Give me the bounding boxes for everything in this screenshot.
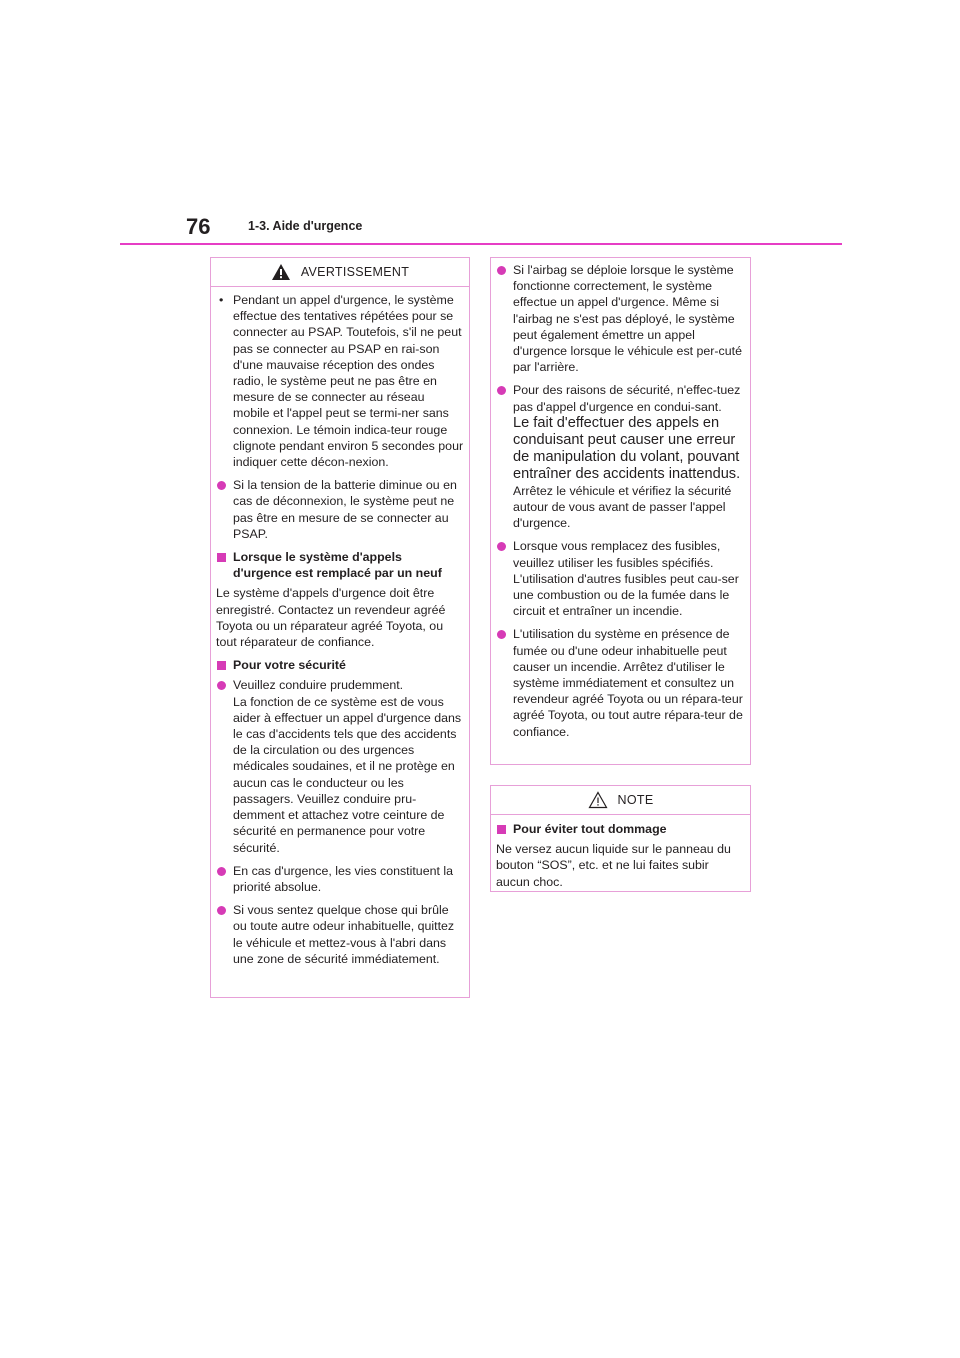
cont-bullet-1: Si l'airbag se déploie lorsque le système fonctionne correctement, le système effectue un appel d'urgence. Même si l'airbag ne s'est pas déployé, le système peut également émettre un appel d'urgence lorsque le véhicule est per-cuté par l'arrière. bbox=[513, 263, 742, 375]
bullet-dot-icon bbox=[497, 630, 506, 639]
warning-bullet-1: Pendant un appel d'urgence, le système effectue des tentatives répétées pour se connecter au PSAP. Toutefois, s'il ne peut pas se connecter au PSAP en rai-son d'une mauvaise réception des ondes radio, le système peut ne pas être en mesure de se connecter au réseau mobile et l'appel peut se termi-ner sans connexion. Le témoin indica-teur rouge clignote pendant environ 5 secondes pour indiquer cette décon-nexion. bbox=[233, 293, 464, 470]
list-item bbox=[216, 902, 464, 967]
list-item bbox=[216, 292, 464, 470]
warning-triangle-icon bbox=[271, 263, 291, 281]
caution-outline-icon bbox=[588, 791, 608, 809]
warning-bullet-5: Si vous sentez quelque chose qui brûle ou toute autre odeur inhabituelle, quittez le véhicule et mettez-vous à l'abri dans une zone de sécurité immédiatement. bbox=[233, 903, 455, 966]
section-title: 1-3. Aide d'urgence bbox=[248, 219, 363, 233]
list-item bbox=[216, 477, 464, 542]
warning-continuation-box bbox=[490, 257, 751, 765]
warning-header bbox=[211, 258, 469, 287]
list-item bbox=[496, 262, 745, 375]
list-item bbox=[496, 626, 745, 739]
cont-bullet-3: Lorsque vous remplacez des fusibles, veuillez utiliser les fusibles spécifiés. L'utilisation d'autres fusibles peut cau-ser une combustion ou de la fumée dans le circuit et entraîner un incendie. bbox=[513, 539, 739, 619]
warning-bullet-2: Si la tension de la batterie diminue ou en cas de déconnexion, le système peut ne pas être en mesure de se connecter au PSAP. bbox=[233, 478, 457, 541]
warning-bullet-4: En cas d'urgence, les vies constituent la priorité absolue. bbox=[233, 863, 454, 894]
list-item bbox=[496, 821, 745, 837]
note-box bbox=[490, 785, 751, 892]
list-item bbox=[216, 549, 464, 581]
square-bullet-icon bbox=[497, 825, 506, 834]
cont-bullet-2b: Le fait d'effectuer des appels en conduisant peut causer une erreur de manipulation du volant, pouvant entraîner des accidents inattendus. bbox=[513, 414, 741, 482]
bullet-dot-icon bbox=[217, 481, 226, 490]
cont-bullet-2a: Pour des raisons de sécurité, n'effec-tuez pas d'appel d'urgence en condui-sant. bbox=[513, 383, 741, 414]
note-title: NOTE bbox=[617, 793, 654, 807]
note-header bbox=[491, 786, 750, 815]
cont-bullet-2c: Arrêtez le véhicule et vérifiez la sécurité autour de vous avant de passer l'appel d'urgence. bbox=[513, 483, 732, 531]
square-bullet-icon bbox=[217, 661, 226, 670]
header-rule bbox=[120, 243, 842, 245]
list-item bbox=[496, 538, 745, 619]
warning-bullet-3-line-1: Veuillez conduire prudemment. bbox=[233, 678, 404, 693]
bullet-dot-icon bbox=[217, 867, 226, 876]
note-paragraph: Ne versez aucun liquide sur le panneau du bouton “SOS”, etc. et ne lui faites subir aucun choc. bbox=[496, 842, 731, 889]
list-item bbox=[216, 863, 464, 895]
bullet-dot-icon bbox=[497, 542, 506, 551]
bullet-dot-icon bbox=[217, 906, 226, 915]
warning-heading-1: Lorsque le système d'appels d'urgence est remplacé par un neuf bbox=[233, 550, 442, 581]
warning-title: AVERTISSEMENT bbox=[300, 265, 410, 279]
warning-bullet-3-line-2: La fonction de ce système est de vous aider à effectuer un appel d'urgence dans le cas d'accidents tels que des accidents de la circulation ou des urgences médicales soudaines, et il ne protège en aucun cas le conducteur ou les passagers. Veuillez conduire pru-demment et attachez votre ceinture de sécurité en permanence pour votre sécurité. bbox=[233, 694, 462, 855]
list-item bbox=[216, 657, 464, 673]
bullet-dot-icon bbox=[497, 386, 506, 395]
warning-heading-2: Pour votre sécurité bbox=[233, 658, 346, 673]
note-heading: Pour éviter tout dommage bbox=[513, 822, 667, 836]
dash-bullet: • bbox=[219, 293, 224, 307]
warning-box bbox=[210, 257, 470, 998]
list-item bbox=[216, 677, 464, 855]
list-item bbox=[496, 382, 745, 531]
bullet-dot-icon bbox=[217, 681, 226, 690]
square-bullet-icon bbox=[217, 553, 226, 562]
cont-bullet-4: L'utilisation du système en présence de fumée ou d'une odeur inhabituelle peut causer un incendie. Arrêtez d'utiliser le système immédiatement et consultez un revendeur agréé Toyota ou un répara-teur agréé Toyota, ou tout autre répara-teur de confiance. bbox=[513, 627, 743, 739]
bullet-dot-icon bbox=[497, 266, 506, 275]
warning-paragraph-1: Le système d'appels d'urgence doit être enregistré. Contactez un revendeur agréé Toyota ou un réparateur agréé Toyota, ou tout réparateur de confiance. bbox=[216, 586, 446, 650]
page-number: 76 bbox=[186, 214, 211, 239]
